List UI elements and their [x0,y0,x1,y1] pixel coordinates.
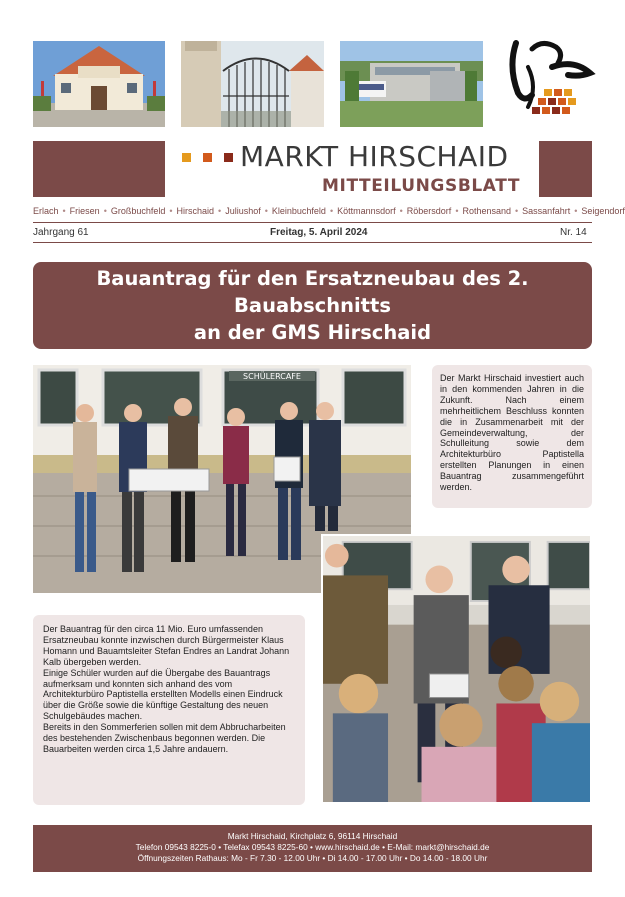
village-name: Hirschaid [176,206,215,216]
village-separator: • [218,206,222,216]
village-name: Röbersdorf [406,206,452,216]
masthead-subtitle: MITTEILUNGSBLATT [322,176,521,196]
title-band-right [539,141,592,197]
village-list [33,206,625,216]
article-paragraph-1: Der Bauantrag für den circa 11 Mio. Euro umfassenden Ersatzneubau konnte inzwischen durch Bürgermeister Klaus Homann und Bauamtsleiter Stefan Endres an Landrat Johann Kalb übergeben werden. [43,624,290,667]
photo-building-complex [340,41,483,127]
village-name: Rothensand [462,206,512,216]
schuelercafe-sign: SCHÜLERCAFE [243,372,301,381]
village-name: Sassanfahrt [522,206,571,216]
village-separator: • [103,206,107,216]
village-separator: • [169,206,173,216]
info-rule-top [33,222,592,223]
photo-students-model [321,534,592,804]
photo-town-hall [33,41,165,127]
village-separator: • [62,206,66,216]
footer-address: Markt Hirschaid, Kirchplatz 6, 96114 Hirschaid [227,831,398,841]
village-separator: • [515,206,519,216]
accent-square-red [203,153,212,162]
village-name: Köttmannsdorf [337,206,396,216]
accent-square-darkred [224,153,233,162]
village-name: Großbuchfeld [110,206,166,216]
hirschaid-logo [498,37,596,125]
info-rule-bottom [33,242,592,243]
village-name: Erlach [33,206,59,216]
village-name: Kleinbuchfeld [271,206,326,216]
title-band-left [33,141,165,197]
village-separator: • [329,206,334,216]
headline-box [33,262,592,349]
article-text-box [33,615,305,805]
headline-line-2: an der GMS Hirschaid [193,321,432,344]
intro-text-box: Der Markt Hirschaid investiert auch in den kommenden Jahren in die Zukunft. Nach einem mehrheitlichem Beschluss konnten die in Zusammenarbeit mit der Gemeindeverwaltung, der Schulleitung sowie dem Architekturbüro Paptistella erstellten Planungen in einen Bauantrag zusammengeführt werden. [432,365,592,508]
issue-volume: Jahrgang 61 [33,227,89,238]
issue-date: Freitag, 5. April 2024 [270,227,368,238]
footer-contact: Telefon 09543 8225-0 • Telefax 09543 8225-60 • www.hirschaid.de • E-Mail: markt@hirschaid.de [135,842,490,852]
village-name: Friesen [69,206,100,216]
masthead-title: MARKT HIRSCHAID [240,140,509,173]
village-separator: • [399,206,403,216]
village-name: Juliushof [225,206,261,216]
village-name: Seigendorf [581,206,625,216]
issue-number: Nr. 14 [560,227,587,238]
article-paragraph-2: Einige Schüler wurden auf die Übergabe des Bauantrags aufmerksam und konnten sich anhand des vom Architekturbüro Paptistella erstellten Modells einen Eindruck über die Größe sowie die künftige Gestaltung des neuen Schulgebäudes machen. [43,667,283,722]
village-separator: • [574,206,578,216]
headline-line-1: Bauantrag für den Ersatzneubau des 2. Bauabschnitts [96,267,529,317]
footer [33,825,592,872]
photo-gate [181,41,324,127]
accent-square-orange [182,153,191,162]
village-separator: • [264,206,268,216]
article-paragraph-3: Bereits in den Sommerferien sollen mit dem Abbrucharbeiten des bestehenden Zwischenbaus begonnen werden. Die Bauarbeiten werden circa 1,5 Jahre andauern. [43,722,286,754]
village-separator: • [455,206,459,216]
footer-opening-hours: Öffnungszeiten Rathaus: Mo - Fr 7.30 - 12.00 Uhr • Di 14.00 - 17.00 Uhr • Do 14.00 - 18.00 Uhr [137,853,488,863]
